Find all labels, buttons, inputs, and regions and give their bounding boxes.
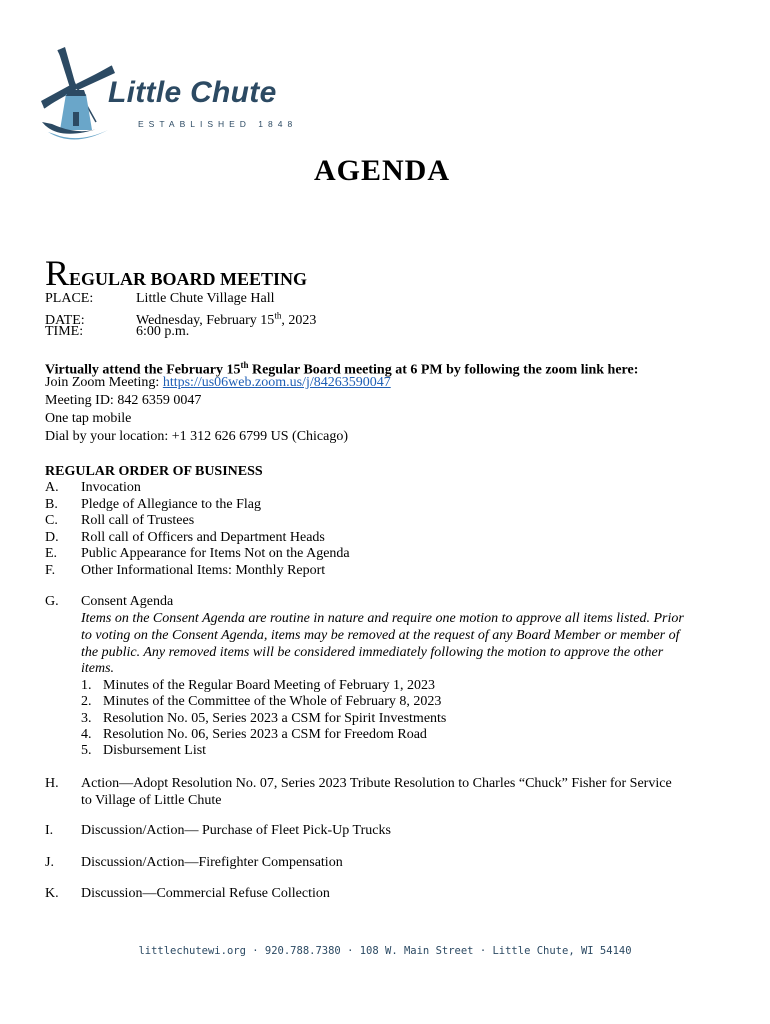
subitem-number: 3.	[81, 711, 92, 726]
item-letter: H.	[45, 776, 59, 791]
logo-tagline: ESTABLISHED 1848	[138, 119, 298, 129]
item-letter: E.	[45, 546, 58, 561]
item-text: Roll call of Officers and Department Heads	[81, 530, 325, 545]
subitem-number: 1.	[81, 678, 92, 693]
item-letter: D.	[45, 530, 59, 545]
item-text-continued: to Village of Little Chute	[81, 793, 222, 808]
item-letter: A.	[45, 480, 59, 495]
item-text: Pledge of Allegiance to the Flag	[81, 497, 262, 512]
logo-wordmark: Little Chute	[108, 76, 277, 109]
place-row	[45, 291, 274, 307]
zoom-join-row	[45, 375, 391, 392]
item-letter: B.	[45, 497, 58, 512]
time-label: TIME:	[45, 324, 84, 339]
item-letter: J.	[45, 855, 54, 870]
item-text: Roll call of Trustees	[81, 513, 195, 528]
zoom-intro: Virtually attend the February 15th Regular Board meeting at 6 PM by following the zoom link here:	[45, 360, 639, 378]
item-letter: I.	[45, 823, 54, 838]
subitem-text: Disbursement List	[103, 743, 207, 758]
village-logo	[38, 44, 338, 144]
date-label: DATE:	[45, 312, 85, 328]
windmill-icon	[38, 44, 118, 144]
item-text: Action—Adopt Resolution No. 07, Series 2023 Tribute Resolution to Charles “Chuck” Fisher for Service	[81, 776, 672, 791]
subitem-text: Minutes of the Committee of the Whole of February 8, 2023	[103, 694, 442, 709]
subitem-text: Resolution No. 06, Series 2023 a CSM for Freedom Road	[103, 727, 427, 742]
zoom-join-link[interactable]: https://us06web.zoom.us/j/84263590047	[162, 375, 391, 390]
subitem-text: Resolution No. 05, Series 2023 a CSM for Spirit Investments	[103, 711, 447, 726]
date-value: Wednesday, February 15th, 2023	[136, 310, 317, 328]
page-title: AGENDA	[313, 154, 450, 187]
business-items	[0, 480, 770, 580]
subitem-number: 2.	[81, 694, 92, 709]
place-value: Little Chute Village Hall	[136, 291, 275, 306]
item-text: Discussion/Action—Firefighter Compensation	[81, 855, 343, 870]
heading-rest: EGULAR BOARD MEETING	[69, 269, 308, 289]
consent-note-line: Items on the Consent Agenda are routine in nature and require one motion to approve all items listed. Prior	[81, 611, 684, 626]
item-text: Discussion—Commercial Refuse Collection	[81, 886, 330, 901]
item-letter: G.	[45, 594, 59, 609]
zoom-one-tap: One tap mobile	[45, 411, 132, 426]
item-text: Discussion/Action— Purchase of Fleet Pick-Up Trucks	[81, 823, 391, 838]
zoom-join-label: Join Zoom Meeting:	[45, 375, 163, 390]
item-letter: K.	[45, 886, 59, 901]
consent-title: Consent Agenda	[81, 594, 174, 609]
item-letter: C.	[45, 513, 58, 528]
item-text: Invocation	[81, 480, 141, 495]
time-row	[45, 324, 189, 340]
time-value: 6:00 p.m.	[136, 324, 190, 339]
subitem-number: 5.	[81, 743, 92, 758]
later-items	[0, 776, 770, 906]
zoom-meeting-id: Meeting ID: 842 6359 0047	[45, 393, 202, 408]
consent-agenda	[0, 594, 770, 764]
subitem-number: 4.	[81, 727, 92, 742]
business-heading: REGULAR ORDER OF BUSINESS	[45, 464, 263, 479]
item-text: Public Appearance for Items Not on the Agenda	[81, 546, 350, 561]
heading-initial: R	[45, 253, 70, 293]
zoom-dial: Dial by your location: +1 312 626 6799 US (Chicago)	[45, 429, 349, 444]
subitem-text: Minutes of the Regular Board Meeting of February 1, 2023	[103, 678, 436, 693]
meeting-heading	[45, 252, 307, 294]
consent-note-line: to voting on the Consent Agenda, items may be removed at the request of any Board Member or member of	[81, 628, 680, 643]
item-letter: F.	[45, 563, 56, 578]
consent-note-line: the public. Any removed items will be considered immediately following the motion to approve the other	[81, 645, 664, 660]
place-label: PLACE:	[45, 291, 94, 306]
consent-note-line: items.	[81, 661, 115, 676]
item-text: Other Informational Items: Monthly Report	[81, 563, 326, 578]
footer-contact: littlechutewi.org · 920.788.7380 · 108 W. Main Street · Little Chute, WI 54140	[138, 945, 632, 957]
